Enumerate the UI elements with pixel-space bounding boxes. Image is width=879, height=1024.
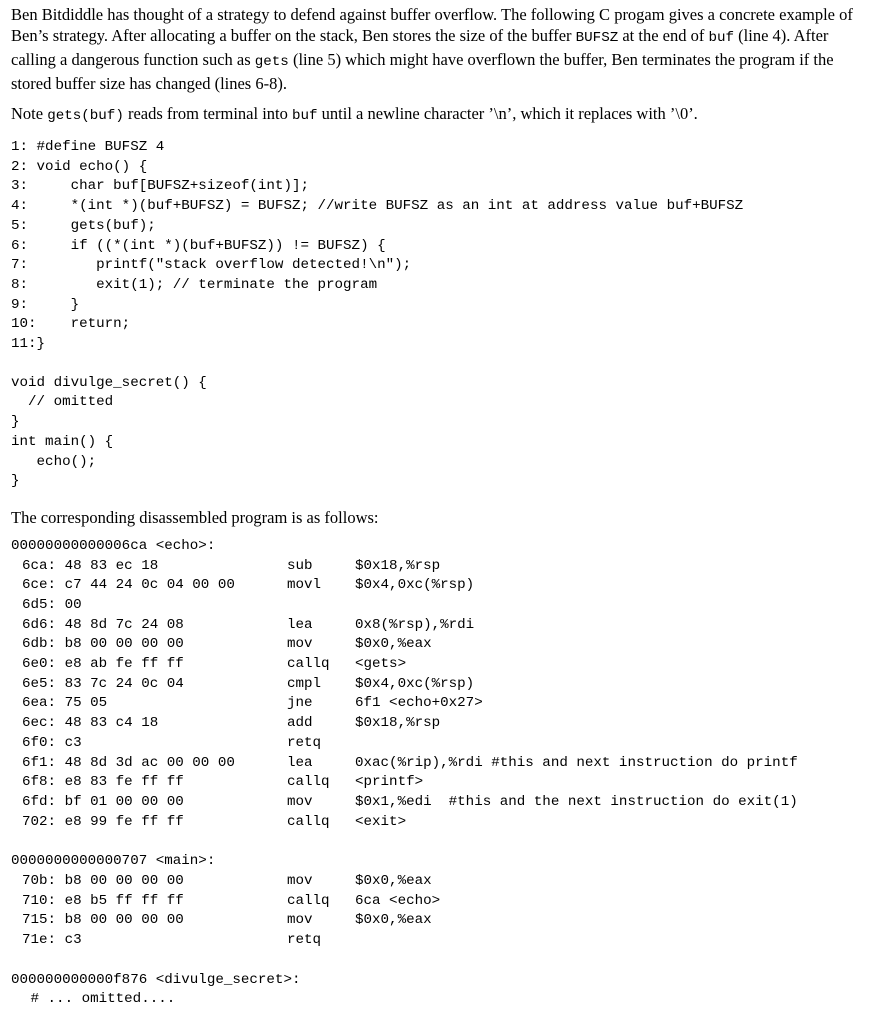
instruction-operands: $0x4,0xc(%rsp) [355, 675, 475, 692]
instruction-row [11, 714, 871, 734]
instruction-row [11, 892, 871, 912]
instruction-opcode: callq [287, 813, 330, 830]
instruction-operands: <printf> [355, 774, 424, 791]
code-line: 1: #define BUFSZ 4 [11, 139, 165, 155]
instruction-bytes: # ... omitted.... [22, 991, 176, 1008]
c-source-code-main [11, 374, 871, 492]
instruction-row [11, 694, 871, 714]
instruction-bytes: 71e: c3 [22, 932, 82, 949]
disasm-divulge-secret-function [11, 971, 871, 1010]
function-label: 0000000000000707 <main>: [11, 853, 216, 870]
instruction-bytes: 6ce: c7 44 24 0c 04 00 00 [22, 577, 235, 594]
text-run: (line 4). After calling a dangerous function such as [11, 26, 829, 69]
instruction-row [11, 576, 871, 596]
instruction-opcode: mov [287, 636, 313, 653]
instruction-row [11, 655, 871, 675]
text-run: Ben Bitdiddle has thought of a strategy to defend against buffer overflow. The following C progam gives a concrete example of Ben’s strategy. After allocating a buffer on the stack, Ben stores the size of the buffer [11, 5, 853, 45]
instruction-operands: $0x18,%rsp [355, 557, 441, 574]
instruction-bytes: 6f1: 48 8d 3d ac 00 00 00 [22, 754, 235, 771]
instruction-row [11, 557, 871, 577]
instruction-row [11, 616, 871, 636]
code-line: echo(); [11, 453, 97, 470]
text-run: reads from terminal into [123, 104, 292, 123]
text-run: Note [11, 104, 48, 123]
instruction-bytes: 6fd: bf 01 00 00 00 [22, 793, 184, 810]
instruction-operands: 0xac(%rip),%rdi #this and next instruction do printf [355, 754, 798, 771]
code-line: 6: if ((*(int *)(buf+BUFSZ)) != BUFSZ) { [11, 237, 386, 254]
inline-code: buf [708, 30, 735, 46]
text-run: at the end of [618, 26, 709, 45]
instruction-bytes: 6f8: e8 83 fe ff ff [22, 774, 184, 791]
instruction-bytes: 715: b8 00 00 00 00 [22, 912, 184, 929]
instruction-bytes: 6d6: 48 8d 7c 24 08 [22, 616, 184, 633]
instruction-bytes: 6ec: 48 83 c4 18 [22, 715, 159, 732]
code-line: 4: *(int *)(buf+BUFSZ) = BUFSZ; //write BUFSZ as an int at address value buf+BUFSZ [11, 198, 744, 215]
code-line: void divulge_secret() { [11, 374, 207, 391]
instruction-operands: <gets> [355, 656, 407, 673]
inline-code: BUFSZ [575, 30, 619, 46]
inline-code: gets [254, 54, 289, 70]
instruction-opcode: callq [287, 774, 330, 791]
instruction-operands: 0x8(%rsp),%rdi [355, 616, 475, 633]
instruction-operands: $0x0,%eax [355, 636, 432, 653]
instruction-opcode: retq [287, 734, 322, 751]
inline-code: buf [292, 108, 318, 124]
instruction-row [11, 813, 871, 833]
code-line: // omitted [11, 394, 114, 411]
instruction-bytes: 70b: b8 00 00 00 00 [22, 872, 184, 889]
instruction-bytes: 6ca: 48 83 ec 18 [22, 557, 159, 574]
instruction-operands: $0x0,%eax [355, 912, 432, 929]
instruction-row [11, 793, 871, 813]
instruction-bytes: 6db: b8 00 00 00 00 [22, 636, 184, 653]
function-label: 00000000000006ca <echo>: [11, 537, 216, 554]
code-line: 10: return; [11, 316, 131, 333]
instruction-bytes: 6e0: e8 ab fe ff ff [22, 656, 184, 673]
instruction-bytes: 6ea: 75 05 [22, 695, 108, 712]
c-source-code-echo [11, 138, 871, 355]
instruction-opcode: movl [287, 577, 322, 594]
instruction-operands: $0x1,%edi #this and the next instruction do exit(1) [355, 793, 798, 810]
instruction-operands [355, 734, 871, 754]
code-line: 5: gets(buf); [11, 217, 156, 234]
instruction-operands: 6f1 <echo+0x27> [355, 695, 483, 712]
instruction-row [11, 773, 871, 793]
code-line: 7: printf("stack overflow detected!\n"); [11, 257, 412, 274]
instruction-opcode: lea [287, 754, 313, 771]
code-line: } [11, 473, 20, 490]
intro-paragraph-1 [11, 4, 871, 94]
instruction-opcode: callq [287, 656, 330, 673]
code-line: int main() { [11, 433, 114, 450]
instruction-bytes: 702: e8 99 fe ff ff [22, 813, 184, 830]
instruction-opcode: add [287, 715, 313, 732]
disasm-main-function [11, 852, 871, 950]
instruction-bytes: 6d5: 00 [22, 597, 82, 614]
instruction-row [11, 911, 871, 931]
instruction-row [11, 872, 871, 892]
instruction-operands [355, 990, 871, 1010]
instruction-opcode: jne [287, 695, 313, 712]
instruction-row [11, 931, 871, 951]
instruction-opcode [287, 596, 355, 616]
instruction-operands [355, 931, 871, 951]
instruction-bytes: 710: e8 b5 ff ff ff [22, 892, 184, 909]
code-line: } [11, 414, 20, 431]
code-line: 8: exit(1); // terminate the program [11, 276, 378, 293]
instruction-opcode [287, 990, 355, 1010]
disasm-echo-function [11, 537, 871, 832]
instruction-bytes: 6e5: 83 7c 24 0c 04 [22, 675, 184, 692]
instruction-row [11, 635, 871, 655]
instruction-opcode: lea [287, 616, 313, 633]
disassembly-intro: The corresponding disassembled program is as follows: [11, 507, 379, 527]
instruction-opcode: sub [287, 557, 313, 574]
instruction-operands: $0x18,%rsp [355, 715, 441, 732]
instruction-opcode: mov [287, 872, 313, 889]
instruction-operands: <exit> [355, 813, 407, 830]
instruction-operands: 6ca <echo> [355, 892, 441, 909]
instruction-opcode: callq [287, 892, 330, 909]
instruction-row [11, 675, 871, 695]
instruction-row [11, 990, 871, 1010]
instruction-opcode: cmpl [287, 675, 322, 692]
code-line: 9: } [11, 296, 80, 313]
instruction-operands [355, 596, 871, 616]
code-line: 2: void echo() { [11, 158, 148, 175]
intro-paragraph-2 [11, 103, 871, 127]
instruction-row [11, 596, 871, 616]
function-label: 000000000000f876 <divulge_secret>: [11, 971, 301, 988]
text-run: until a newline character ’\n’, which it replaces with ’\0’. [317, 104, 698, 123]
instruction-opcode: mov [287, 912, 313, 929]
instruction-opcode: retq [287, 932, 322, 949]
code-line: 11:} [11, 336, 46, 353]
instruction-bytes: 6f0: c3 [22, 734, 82, 751]
instruction-row [11, 734, 871, 754]
instruction-row [11, 754, 871, 774]
code-line: 3: char buf[BUFSZ+sizeof(int)]; [11, 178, 309, 195]
text-run: (line 5) which might have overflown the buffer, Ben terminates the program if the stored buffer size has changed (lines 6-8). [11, 50, 834, 93]
inline-code: gets(buf) [47, 108, 124, 124]
instruction-operands: $0x4,0xc(%rsp) [355, 577, 475, 594]
instruction-opcode: mov [287, 793, 313, 810]
instruction-operands: $0x0,%eax [355, 872, 432, 889]
